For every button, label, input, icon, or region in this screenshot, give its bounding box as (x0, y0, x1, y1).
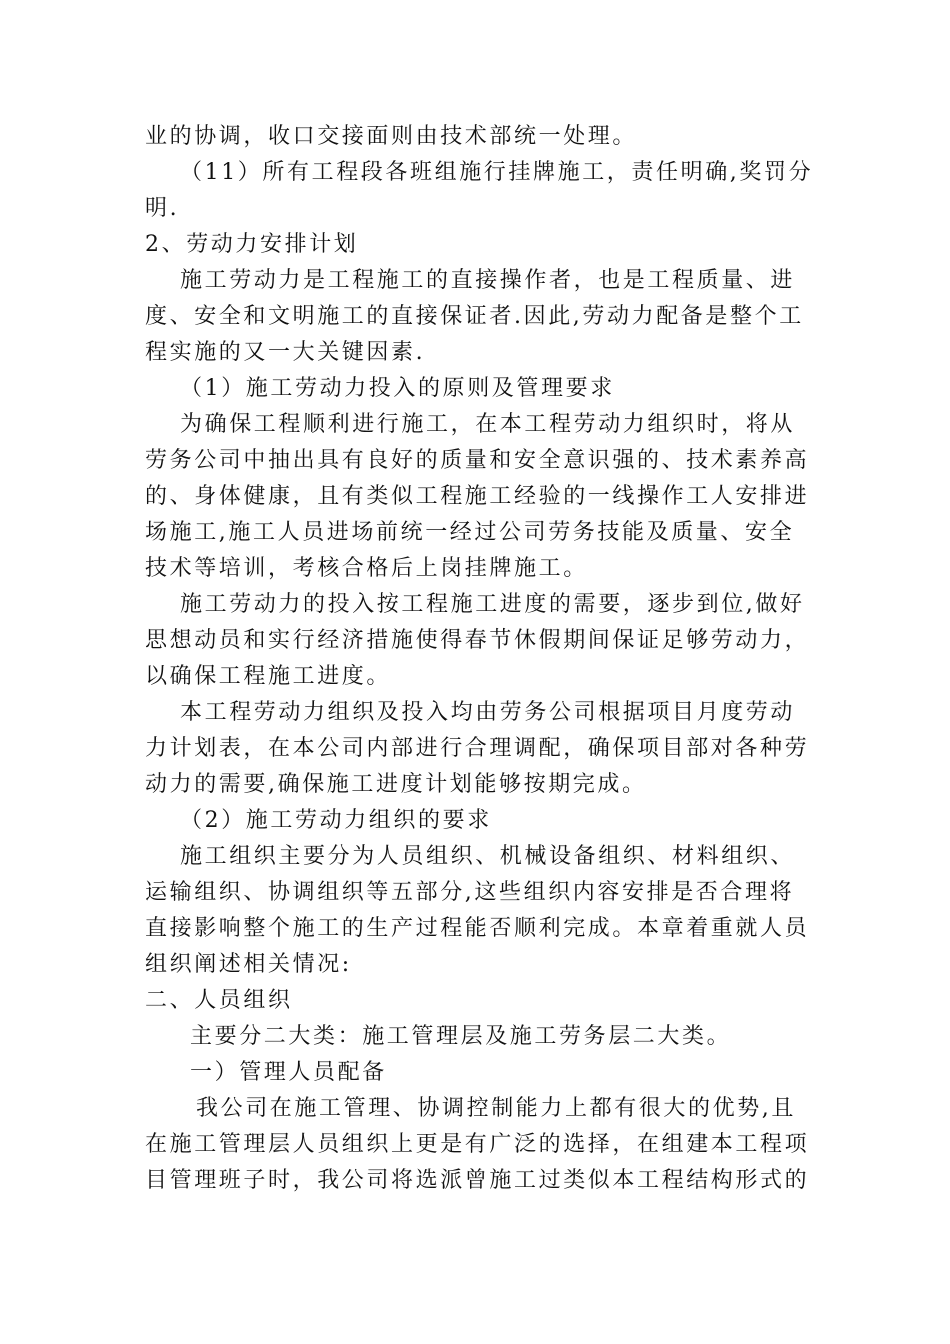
text-line: 明. (145, 196, 180, 221)
text-line: 施工劳动力是工程施工的直接操作者，也是工程质量、进 (180, 268, 796, 293)
text-line: 本工程劳动力组织及投入均由劳务公司根据项目月度劳动 (180, 700, 796, 725)
text-line: 施工劳动力的投入按工程施工进度的需要，逐步到位,做好 (180, 592, 805, 617)
text-line: 度、安全和文明施工的直接保证者.因此,劳动力配备是整个工 (145, 304, 804, 329)
text-line: 技术等培训，考核合格后上岗挂牌施工。 (145, 556, 588, 581)
text-line: 动力的需要,确保施工进度计划能够按期完成。 (145, 772, 647, 797)
subsection-heading: （1）施工劳动力投入的原则及管理要求 (180, 376, 615, 401)
text-line: 劳务公司中抽出具有良好的质量和安全意识强的、技术素养高 (145, 448, 810, 473)
text-line: 目管理班子时，我公司将选派曾施工过类似本工程结构形式的 (145, 1168, 810, 1193)
text-line: 的、身体健康，且有类似工程施工经验的一线操作工人安排进 (145, 484, 810, 509)
section-heading: 2、劳动力安排计划 (145, 232, 359, 257)
text-line: 以确保工程施工进度。 (145, 664, 392, 689)
subsection-heading: 一）管理人员配备 (190, 1060, 387, 1085)
text-line: 主要分二大类：施工管理层及施工劳务层二大类。 (190, 1024, 732, 1049)
text-line: 直接影响整个施工的生产过程能否顺利完成。本章着重就人员 (145, 916, 810, 941)
text-line: 我公司在施工管理、协调控制能力上都有很大的优势,且 (196, 1096, 796, 1121)
section-heading: 二、人员组织 (145, 988, 293, 1013)
text-line: 在施工管理层人员组织上更是有广泛的选择，在组建本工程项 (145, 1132, 810, 1157)
text-line: （11）所有工程段各班组施行挂牌施工，责任明确,奖罚分 (180, 160, 814, 185)
text-line: 施工组织主要分为人员组织、机械设备组织、材料组织、 (180, 844, 796, 869)
subsection-heading: （2）施工劳动力组织的要求 (180, 808, 492, 833)
text-line: 思想动员和实行经济措施使得春节休假期间保证足够劳动力， (145, 628, 810, 653)
text-line: 组织阐述相关情况: (145, 952, 352, 977)
text-line: 业的协调，收口交接面则由技术部统一处理。 (145, 124, 638, 149)
text-line: 运输组织、协调组织等五部分,这些组织内容安排是否合理将 (145, 880, 795, 905)
text-line: 程实施的又一大关键因素. (145, 340, 426, 365)
text-line: 为确保工程顺利进行施工，在本工程劳动力组织时，将从 (180, 412, 796, 437)
text-line: 力计划表，在本公司内部进行合理调配，确保项目部对各种劳 (145, 736, 810, 761)
text-line: 场施工,施工人员进场前统一经过公司劳务技能及质量、安全 (145, 520, 795, 545)
